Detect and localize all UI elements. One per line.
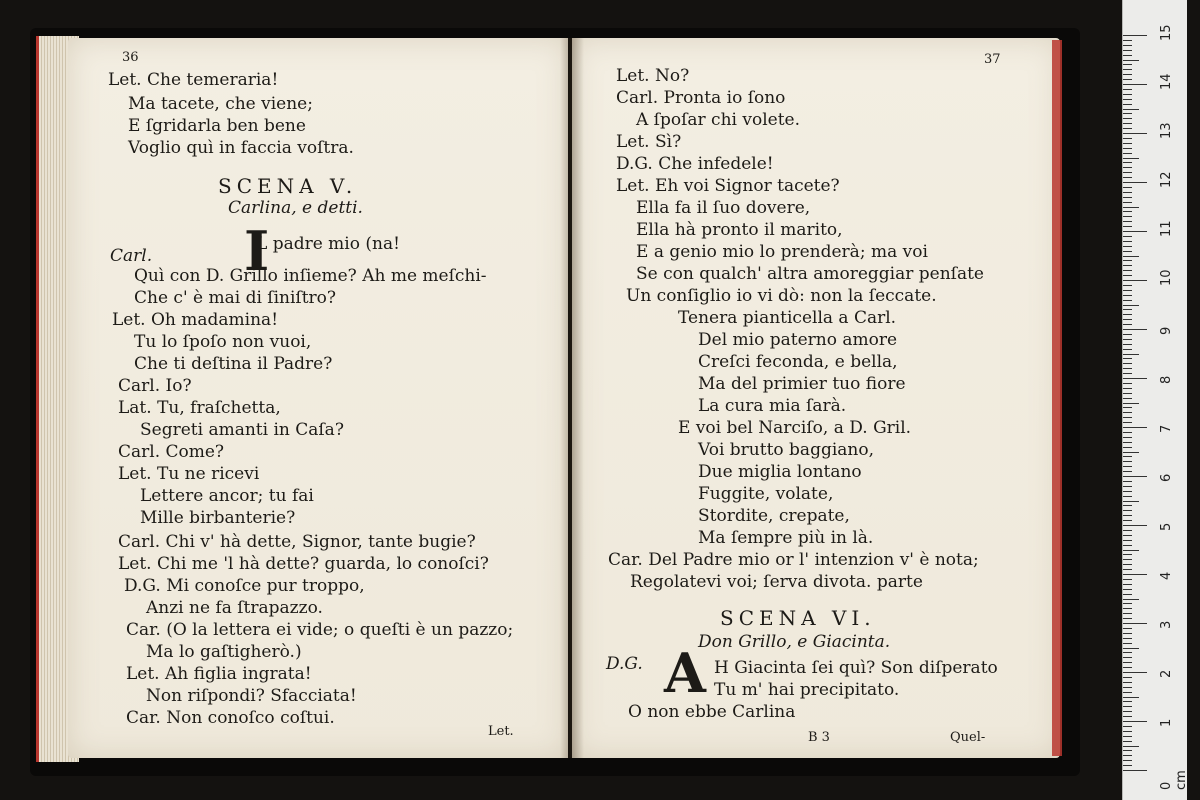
text-line: Car. Non conoſco coſtui. — [126, 708, 335, 728]
ruler-tick — [1123, 711, 1132, 712]
ruler-tick — [1123, 143, 1132, 144]
text-line: H Giacinta ſei quì? Son diſperato — [714, 658, 998, 678]
text-line: Let. Oh madamina! — [112, 310, 279, 330]
ruler-number: 6 — [1159, 473, 1174, 482]
text-line: Let. Chi me 'l hà dette? guarda, lo conoſci? — [118, 554, 489, 574]
ruler-tick — [1123, 99, 1132, 100]
text-line: E ſgridarla ben bene — [128, 116, 306, 136]
ruler-tick — [1123, 295, 1132, 296]
ruler-tick — [1123, 368, 1132, 369]
ruler-tick — [1123, 383, 1132, 384]
text-line: Ma tacete, che viene; — [128, 94, 313, 114]
ruler-tick — [1123, 692, 1132, 693]
ruler-tick — [1123, 309, 1132, 310]
text-line: Ma lo gaſtigherò.) — [146, 642, 302, 662]
ruler-tick — [1123, 60, 1139, 61]
ruler-tick — [1123, 525, 1147, 526]
ruler-number: 11 — [1159, 220, 1174, 237]
ruler-tick — [1123, 726, 1132, 727]
ruler-tick — [1123, 84, 1147, 85]
ruler-tick — [1123, 403, 1139, 404]
ruler-tick — [1123, 344, 1132, 345]
text-line: Let. Che temeraria! — [108, 70, 279, 90]
ruler-tick — [1123, 113, 1132, 114]
text-line: O non ebbe Carlina — [628, 702, 796, 722]
ruler-number: 12 — [1159, 171, 1174, 188]
ruler-tick — [1123, 750, 1132, 751]
text-line: Ella fa il ſuo dovere, — [636, 198, 811, 218]
text-line: Che ti deſtina il Padre? — [134, 354, 333, 374]
ruler-tick — [1123, 476, 1147, 477]
ruler-tick — [1123, 153, 1132, 154]
ruler-tick — [1123, 300, 1132, 301]
text-line: Ella hà pronto il marito, — [636, 220, 843, 240]
scene-heading: SCENA VI. — [720, 606, 876, 630]
text-line: D.G. Mi conoſce pur troppo, — [124, 576, 365, 596]
ruler-tick — [1123, 589, 1132, 590]
ruler-tick — [1123, 118, 1132, 119]
text-line: Let. Eh voi Signor tacete? — [616, 176, 840, 196]
ruler-number: 8 — [1159, 375, 1174, 384]
ruler-tick — [1123, 505, 1132, 506]
ruler-tick — [1123, 89, 1132, 90]
ruler-tick — [1123, 628, 1132, 629]
ruler-tick — [1123, 731, 1132, 732]
drop-cap: I — [244, 219, 270, 283]
ruler-tick — [1123, 437, 1132, 438]
ruler-tick — [1123, 765, 1132, 766]
ruler-tick — [1123, 329, 1147, 330]
text-line: A ſpoſar chi volete. — [636, 110, 800, 130]
text-line: Voglio quì in faccia voſtra. — [128, 138, 354, 158]
ruler-tick — [1123, 280, 1147, 281]
ruler-tick — [1123, 339, 1132, 340]
ruler-number: 3 — [1159, 620, 1174, 629]
ruler-tick — [1123, 349, 1132, 350]
catchword: Quel- — [950, 730, 986, 745]
text-line: Voi brutto baggiano, — [698, 440, 874, 460]
ruler-tick — [1123, 69, 1132, 70]
ruler-tick — [1123, 50, 1132, 51]
text-line: La cura mia ſarà. — [698, 396, 847, 416]
ruler-number: 15 — [1159, 24, 1174, 41]
text-line: Quì con D. Grillo inſieme? Ah me meſchi- — [134, 266, 487, 286]
text-line: Mille birbanterie? — [140, 508, 296, 528]
ruler-tick — [1123, 407, 1132, 408]
drop-cap: A — [664, 641, 706, 705]
ruler-tick — [1123, 554, 1132, 555]
ruler-tick — [1123, 324, 1132, 325]
speaker-name: Carl. — [110, 246, 153, 266]
ruler-tick — [1123, 256, 1139, 257]
ruler-tick — [1123, 564, 1132, 565]
ruler-tick — [1123, 687, 1132, 688]
page-number: 36 — [122, 50, 139, 65]
ruler-tick — [1123, 177, 1132, 178]
ruler-tick — [1123, 378, 1147, 379]
ruler-tick — [1123, 158, 1139, 159]
ruler-tick — [1123, 672, 1147, 673]
text-line: Stordite, crepate, — [698, 506, 850, 526]
ruler-tick — [1123, 770, 1147, 771]
ruler-tick — [1123, 682, 1132, 683]
ruler-tick — [1123, 64, 1132, 65]
text-line: Carl. Chi v' hà dette, Signor, tante bugie? — [118, 532, 476, 552]
ruler-tick — [1123, 417, 1132, 418]
ruler-tick — [1123, 388, 1132, 389]
ruler-tick — [1123, 40, 1132, 41]
ruler-tick — [1123, 94, 1132, 95]
text-line: Carl. Io? — [118, 376, 192, 396]
ruler-tick — [1123, 623, 1147, 624]
ruler-tick — [1123, 701, 1132, 702]
text-line: Due miglia lontano — [698, 462, 862, 482]
ruler-tick — [1123, 363, 1132, 364]
ruler-tick — [1123, 486, 1132, 487]
scale-ruler — [1122, 0, 1187, 800]
ruler-tick — [1123, 236, 1132, 237]
ruler-tick — [1123, 319, 1132, 320]
text-line: Tu lo ſpoſo non vuoi, — [134, 332, 312, 352]
text-line: Let. Ah figlia ingrata! — [126, 664, 312, 684]
text-line: Car. (O la lettera ei vide; o queſti è un pazzo; — [126, 620, 514, 640]
ruler-tick — [1123, 270, 1132, 271]
ruler-tick — [1123, 202, 1132, 203]
ruler-tick — [1123, 545, 1132, 546]
ruler-tick — [1123, 211, 1132, 212]
ruler-tick — [1123, 74, 1132, 75]
ruler-number: 10 — [1159, 269, 1174, 286]
text-line: Let. No? — [616, 66, 690, 86]
ruler-tick — [1123, 412, 1132, 413]
ruler-tick — [1123, 45, 1132, 46]
ruler-tick — [1123, 373, 1132, 374]
ruler-tick — [1123, 172, 1132, 173]
ruler-tick — [1123, 251, 1132, 252]
text-line: E a genio mio lo prenderà; ma voi — [636, 242, 928, 262]
ruler-tick — [1123, 471, 1132, 472]
ruler-tick — [1123, 182, 1147, 183]
ruler-tick — [1123, 657, 1132, 658]
ruler-tick — [1123, 334, 1132, 335]
ruler-tick — [1123, 574, 1147, 575]
text-line: Ma del primier tuo fiore — [698, 374, 906, 394]
ruler-tick — [1123, 447, 1132, 448]
stage-direction: Carlina, e detti. — [228, 198, 363, 218]
ruler-tick — [1123, 599, 1139, 600]
ruler-tick — [1123, 109, 1139, 110]
ruler-tick — [1123, 358, 1132, 359]
ruler-tick — [1123, 608, 1132, 609]
book-gutter — [560, 38, 584, 758]
ruler-number: 4 — [1159, 571, 1174, 580]
ruler-tick — [1123, 461, 1132, 462]
ruler-tick — [1123, 427, 1147, 428]
text-line: Creſci feconda, e bella, — [698, 352, 898, 372]
ruler-tick — [1123, 760, 1132, 761]
ruler-tick — [1123, 128, 1132, 129]
ruler-tick — [1123, 540, 1132, 541]
text-line: Fuggite, volate, — [698, 484, 834, 504]
ruler-tick — [1123, 697, 1139, 698]
ruler-tick — [1123, 167, 1132, 168]
ruler-tick — [1123, 275, 1132, 276]
ruler-tick — [1123, 481, 1132, 482]
ruler-tick — [1123, 736, 1132, 737]
ruler-tick — [1123, 221, 1132, 222]
ruler-tick — [1123, 633, 1132, 634]
speaker-name: D.G. — [606, 654, 643, 674]
stage-direction: Don Grillo, e Giacinta. — [698, 632, 891, 652]
ruler-tick — [1123, 520, 1132, 521]
ruler-tick — [1123, 491, 1132, 492]
left-page — [68, 38, 568, 758]
text-line: L padre mio (na! — [256, 234, 400, 254]
ruler-number: 9 — [1159, 326, 1174, 335]
ruler-tick — [1123, 216, 1132, 217]
ruler-tick — [1123, 260, 1132, 261]
ruler-tick — [1123, 618, 1132, 619]
text-line: Che c' è mai di ſiniſtro? — [134, 288, 337, 308]
ruler-tick — [1123, 241, 1132, 242]
ruler-tick — [1123, 207, 1139, 208]
ruler-tick — [1123, 510, 1132, 511]
text-line: Segreti amanti in Caſa? — [140, 420, 344, 440]
ruler-tick — [1123, 515, 1132, 516]
ruler-tick — [1123, 584, 1132, 585]
ruler-tick — [1123, 706, 1132, 707]
ruler-tick — [1123, 197, 1132, 198]
ruler-number: 2 — [1159, 669, 1174, 678]
ruler-tick — [1123, 716, 1132, 717]
text-line: Del mio paterno amore — [698, 330, 898, 350]
ruler-tick — [1123, 35, 1147, 36]
ruler-tick — [1123, 677, 1132, 678]
text-line: Carl. Pronta io ſono — [616, 88, 786, 108]
ruler-tick — [1123, 452, 1139, 453]
ruler-number: 13 — [1159, 122, 1174, 139]
ruler-tick — [1123, 148, 1132, 149]
ruler-tick — [1123, 603, 1132, 604]
text-line: Carl. Come? — [118, 442, 225, 462]
ruler-tick — [1123, 594, 1132, 595]
ruler-tick — [1123, 285, 1132, 286]
signature-mark: B 3 — [808, 730, 830, 745]
ruler-tick — [1123, 432, 1132, 433]
ruler-tick — [1123, 226, 1132, 227]
text-line: Ma ſempre più in là. — [698, 528, 874, 548]
ruler-tick — [1123, 162, 1132, 163]
ruler-tick — [1123, 456, 1132, 457]
ruler-tick — [1123, 662, 1132, 663]
ruler-tick — [1123, 755, 1132, 756]
ruler-number: 1 — [1159, 718, 1174, 727]
ruler-tick — [1123, 354, 1139, 355]
text-line: Tenera pianticella a Carl. — [678, 308, 897, 328]
text-line: Anzi ne fa ſtrapazzo. — [146, 598, 323, 618]
ruler-tick — [1123, 314, 1132, 315]
text-line: Un conſiglio io vi dò: non la ſeccate. — [626, 286, 937, 306]
ruler-tick — [1123, 123, 1132, 124]
ruler-tick — [1123, 721, 1147, 722]
page-number: 37 — [984, 52, 1001, 67]
ruler-tick — [1123, 231, 1147, 232]
text-line: Regolatevi voi; ſerva divota. parte — [630, 572, 923, 592]
ruler-unit-label: 0 cm — [1159, 770, 1189, 790]
text-line: D.G. Che infedele! — [616, 154, 774, 174]
ruler-tick — [1123, 246, 1132, 247]
ruler-number: 5 — [1159, 522, 1174, 531]
ruler-tick — [1123, 398, 1132, 399]
ruler-tick — [1123, 422, 1132, 423]
ruler-tick — [1123, 305, 1139, 306]
text-line: Let. Sì? — [616, 132, 682, 152]
ruler-tick — [1123, 550, 1139, 551]
ruler-tick — [1123, 55, 1132, 56]
ruler-tick — [1123, 192, 1132, 193]
text-line: E voi bel Narciſo, a D. Gril. — [678, 418, 912, 438]
text-line: Lat. Tu, fraſchetta, — [118, 398, 281, 418]
text-line: Non riſpondi? Sfacciata! — [146, 686, 357, 706]
ruler-tick — [1123, 133, 1147, 134]
ruler-tick — [1123, 530, 1132, 531]
text-line: Tu m' hai precipitato. — [714, 680, 900, 700]
ruler-number: 7 — [1159, 424, 1174, 433]
ruler-tick — [1123, 643, 1132, 644]
ruler-tick — [1123, 559, 1132, 560]
ruler-tick — [1123, 393, 1132, 394]
text-line: Let. Tu ne ricevi — [118, 464, 260, 484]
red-page-edge — [1052, 40, 1062, 756]
ruler-tick — [1123, 442, 1132, 443]
ruler-tick — [1123, 138, 1132, 139]
ruler-tick — [1123, 667, 1132, 668]
ruler-tick — [1123, 187, 1132, 188]
ruler-tick — [1123, 652, 1132, 653]
ruler-tick — [1123, 579, 1132, 580]
ruler-tick — [1123, 496, 1132, 497]
ruler-tick — [1123, 613, 1132, 614]
ruler-tick — [1123, 569, 1132, 570]
catchword: Let. — [488, 724, 514, 739]
text-line: Lettere ancor; tu fai — [140, 486, 314, 506]
ruler-tick — [1123, 648, 1139, 649]
ruler-tick — [1123, 741, 1132, 742]
text-line: Se con qualch' altra amoreggiar penſate — [636, 264, 984, 284]
ruler-tick — [1123, 501, 1139, 502]
ruler-tick — [1123, 638, 1132, 639]
ruler-tick — [1123, 290, 1132, 291]
right-page — [572, 38, 1060, 758]
ruler-tick — [1123, 535, 1132, 536]
text-line: Car. Del Padre mio or l' intenzion v' è nota; — [608, 550, 979, 570]
ruler-tick — [1123, 265, 1132, 266]
scene-heading: SCENA V. — [218, 174, 358, 198]
ruler-number: 14 — [1159, 73, 1174, 90]
ruler-tick — [1123, 104, 1132, 105]
ruler-tick — [1123, 746, 1139, 747]
ruler-tick — [1123, 79, 1132, 80]
ruler-tick — [1123, 466, 1132, 467]
